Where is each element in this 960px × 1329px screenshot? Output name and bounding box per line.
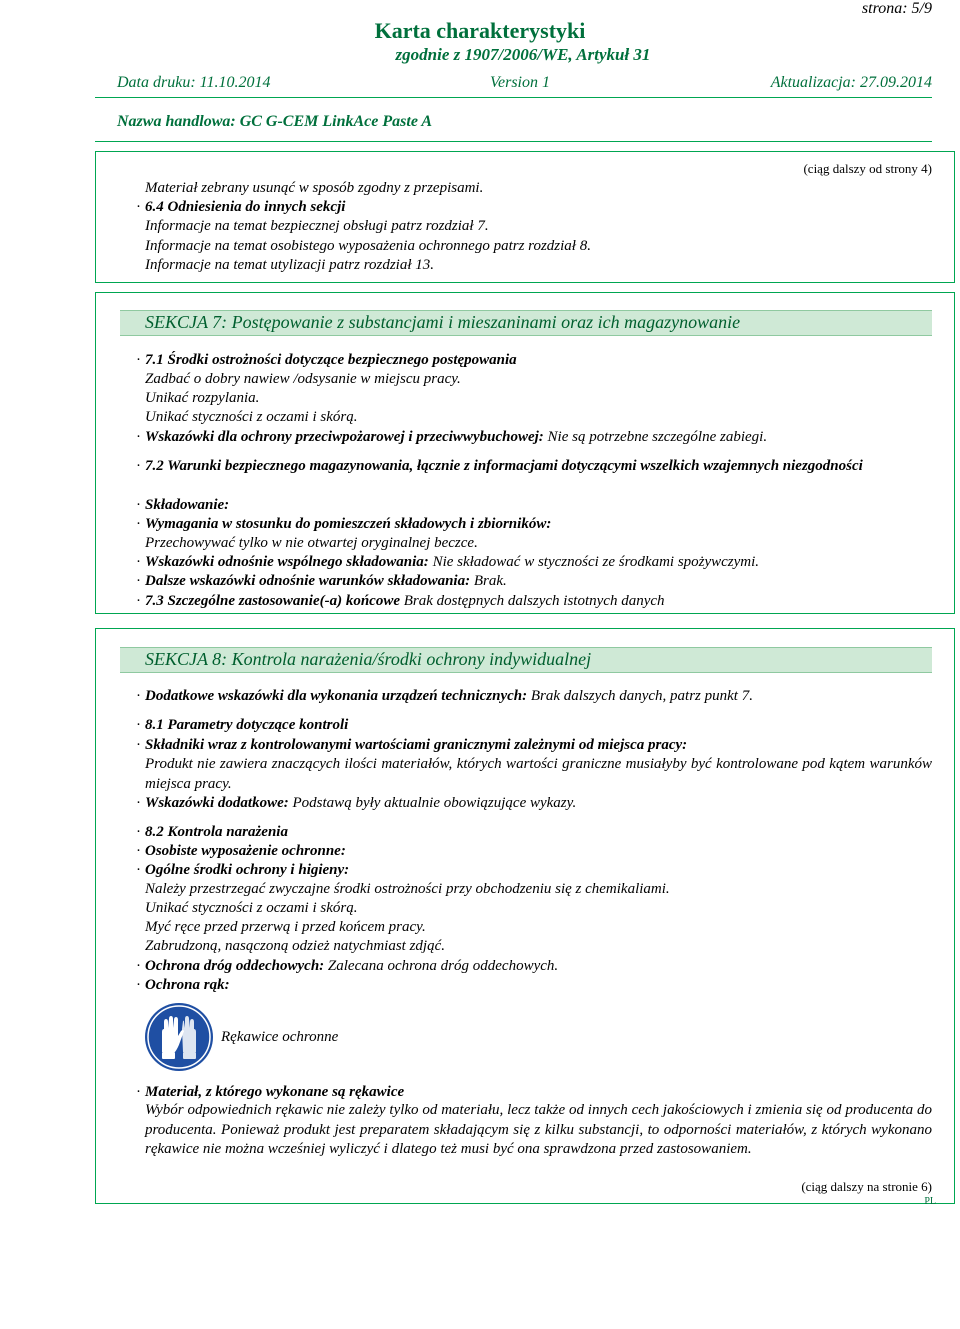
bullet: ·: [136, 958, 141, 974]
s7-1-heading: 7.1 Środki ostrożności dotyczące bezpiecznego postępowania: [145, 352, 517, 368]
continued-from: (ciąg dalszy od strony 4): [803, 161, 932, 176]
s7-fire-value: Nie są potrzebne szczególne zabiegi.: [543, 429, 768, 445]
s8-resp-value: Zalecana ochrona dróg oddechowych.: [324, 958, 559, 974]
bullet: ·: [136, 824, 141, 840]
document-subtitle: zgodnie z 1907/2006/WE, Artykuł 31: [395, 45, 651, 64]
bullet: ·: [136, 737, 141, 753]
s6-heading: 6.4 Odniesienia do innych sekcji: [145, 199, 346, 215]
update-date: Aktualizacja: 27.09.2014: [770, 74, 932, 91]
s7-3-value: Brak dostępnych dalszych istotnych danych: [400, 593, 665, 609]
bullet: ·: [136, 688, 141, 704]
s8-add-label: Wskazówki dodatkowe:: [145, 795, 289, 811]
s7-common-label: Wskazówki odnośnie wspólnego składowania:: [145, 554, 429, 570]
bullet: ·: [136, 1084, 141, 1100]
s8-general-3: Myć ręce przed przerwą i przed końcem pracy.: [145, 919, 426, 935]
s8-general-4: Zabrudzoną, nasączoną odzież natychmiast zdjąć.: [145, 938, 445, 954]
s7-advice-1: Zadbać o dobry nawiew /odsysanie w miejscu pracy.: [145, 371, 461, 387]
print-date: Data druku: 11.10.2014: [117, 74, 271, 91]
s8-general-2: Unikać styczności z oczami i skórą.: [145, 900, 358, 916]
bullet: ·: [136, 573, 141, 589]
bullet: ·: [136, 593, 141, 609]
s7-storage: Składowanie:: [145, 497, 230, 513]
language-code: PL: [924, 1196, 936, 1207]
page-number: strona: 5/9: [861, 0, 932, 17]
document-title: Karta charakterystyki: [374, 18, 586, 43]
s8-ppe: Osobiste wyposażenie ochronne:: [145, 843, 346, 859]
bullet: ·: [136, 554, 141, 570]
bullet: ·: [136, 352, 141, 368]
trade-name: Nazwa handlowa: GC G-CEM LinkAce Paste A: [117, 113, 432, 130]
s8-add-line: [145, 794, 576, 812]
s6-line-2: Informacje na temat bezpiecznej obsługi patrz rozdział 7.: [145, 218, 489, 234]
header-divider: [95, 97, 932, 98]
s8-mat-value: Wybór odpowiednich rękawic nie zależy tylko od materiału, lecz także od innych cech jakościowych i zmienia się od producenta do producenta. Ponieważ produkt jest preparatem składającym się z kilku substancji, to odporności materiałów, z których wykonano rękawice nie można wcześniej wyliczyć i dlatego też musi być ona sprawdzona przed zastosowaniem.: [145, 1102, 932, 1157]
s7-3-label: 7.3 Szczególne zastosowanie(-a) końcowe: [145, 593, 400, 609]
s8-mat-label: Materiał, z którego wykonane są rękawice: [145, 1084, 405, 1100]
bullet: ·: [136, 429, 141, 445]
bullet: ·: [136, 458, 141, 474]
s7-further-label: Dalsze wskazówki odnośnie warunków składowania:: [145, 573, 471, 589]
s7-advice-3: Unikać styczności z oczami i skórą.: [145, 409, 358, 425]
s7-common-value: Nie składować w styczności ze środkami spożywczymi.: [428, 554, 760, 570]
s6-line-1: Materiał zebrany usunąć w sposób zgodny z przepisami.: [145, 180, 484, 196]
s8-extra-label: Dodatkowe wskazówki dla wykonania urządzeń technicznych:: [145, 688, 528, 704]
s7-advice-2: Unikać rozpylania.: [145, 390, 260, 406]
s8-general-1: Należy przestrzegać zwyczajne środki ostrożności przy obchodzeniu się z chemikaliami.: [145, 881, 670, 897]
s8-resp-label: Ochrona dróg oddechowych:: [145, 958, 325, 974]
s8-extra-line: [145, 687, 753, 705]
s8-hand: Ochrona rąk:: [145, 977, 230, 993]
s7-fire-label: Wskazówki dla ochrony przeciwpożarowej i przeciwwybuchowej:: [145, 429, 544, 445]
bullet: ·: [136, 977, 141, 993]
s8-add-value: Podstawą były aktualnie obowiązujące wykazy.: [288, 795, 577, 811]
s8-extra-value: Brak dalszych danych, patrz punkt 7.: [527, 688, 753, 704]
bullet: ·: [136, 862, 141, 878]
trade-divider: [95, 141, 932, 142]
s7-fire-line: [145, 428, 767, 446]
s8-2-heading: 8.2 Kontrola narażenia: [145, 824, 288, 840]
bullet: ·: [136, 199, 141, 215]
bullet: ·: [136, 795, 141, 811]
s7-further-value: Brak.: [470, 573, 507, 589]
continued-to: (ciąg dalszy na stronie 6): [801, 1179, 932, 1194]
s8-general: Ogólne środki ochrony i higieny:: [145, 862, 350, 878]
s8-resp-line: [145, 957, 558, 975]
gloves-mandatory-icon: [144, 1002, 214, 1072]
s8-comp-label: Składniki wraz z kontrolowanymi wartościami granicznymi zależnymi od miejsca pracy:: [145, 737, 688, 753]
s6-line-4: Informacje na temat utylizacji patrz rozdział 13.: [145, 257, 435, 273]
section-7-banner: [120, 310, 932, 336]
s8-1-heading: 8.1 Parametry dotyczące kontroli: [145, 717, 349, 733]
bullet: ·: [136, 516, 141, 532]
s7-3-line: [145, 592, 665, 610]
s7-req-label: Wymagania w stosunku do pomieszczeń składowych i zbiorników:: [145, 516, 552, 532]
bullet: ·: [136, 497, 141, 513]
s7-2-heading: 7.2 Warunki bezpiecznego magazynowania, łącznie z informacjami dotyczącymi wszelkich wzajemnych niezgodności: [145, 458, 863, 474]
gloves-label: Rękawice ochronne: [221, 1029, 339, 1045]
section-7-title: SEKCJA 7: Postępowanie z substancjami i mieszaninami oraz ich magazynowanie: [145, 312, 741, 332]
version: Version 1: [490, 74, 550, 91]
bullet: ·: [136, 717, 141, 733]
s7-req-value: Przechowywać tylko w nie otwartej oryginalnej beczce.: [145, 535, 478, 551]
s7-further-line: [145, 572, 507, 590]
s6-line-3: Informacje na temat osobistego wyposażenia ochronnego patrz rozdział 8.: [145, 238, 591, 254]
section-8-banner: [120, 647, 932, 673]
s7-common-line: [145, 553, 759, 571]
s8-comp-value: Produkt nie zawiera znaczących ilości materiałów, których wartości graniczne musiałyby być kontrolowane pod kątem warunków miejsca pracy.: [145, 756, 932, 792]
section-8-title: SEKCJA 8: Kontrola narażenia/środki ochrony indywidualnej: [145, 649, 592, 669]
bullet: ·: [136, 843, 141, 859]
